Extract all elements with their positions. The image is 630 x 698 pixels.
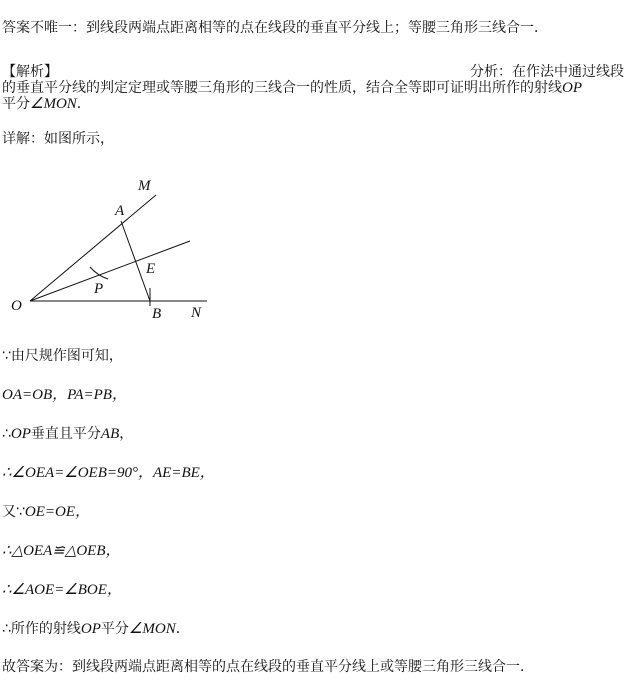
proof-line-8-end: ． <box>175 621 190 637</box>
analysis-text-start: 分析：在作法中通过线段 <box>470 64 624 80</box>
proof-line-3-mid: 垂直且平分 <box>30 426 101 442</box>
analysis-line3-end: ． <box>76 96 91 112</box>
proof-line-8-mid: 平分 <box>100 621 129 637</box>
proof-line-3 <box>2 425 133 443</box>
ray-op <box>30 241 190 301</box>
proof-line-5-math: OE=OE， <box>24 504 91 520</box>
proof-line-8-angle: ∠MON <box>128 621 176 637</box>
proof-line-4: ∴∠OEA=∠OEB=90°，AE=BE， <box>2 465 215 481</box>
proof-line-3-prefix: ∴ <box>2 426 11 442</box>
label-o: O <box>11 298 22 314</box>
label-b: B <box>152 306 162 322</box>
proof-line-3-ab: AB <box>100 426 120 442</box>
proof-line-3-end: ， <box>119 426 134 442</box>
proof-line-6: ∴△OEA≌△OEB， <box>2 543 121 559</box>
proof-line-5 <box>2 503 90 521</box>
analysis-angle-mon: ∠MON <box>30 96 77 112</box>
proof-line-2: OA=OB，PA=PB， <box>2 387 127 403</box>
label-n: N <box>191 305 202 321</box>
label-e: E <box>146 261 156 277</box>
proof-line-5-prefix: 又∵ <box>2 504 25 520</box>
label-p: P <box>94 281 104 297</box>
analysis-tag: 【解析】 <box>2 64 58 80</box>
label-a: A <box>115 203 125 219</box>
proof-line-7: ∴∠AOE=∠BOE， <box>2 582 122 598</box>
analysis-line3-text: 平分 <box>2 96 30 112</box>
analysis-ray-op: OP <box>562 80 582 96</box>
ray-om <box>30 195 156 301</box>
detail-intro: 详解：如图所示， <box>2 131 114 147</box>
label-m: M <box>138 178 151 194</box>
proof-line-1: ∵由尺规作图可知， <box>2 348 123 364</box>
proof-line-8 <box>2 620 190 638</box>
proof-line-3-op: OP <box>10 426 31 442</box>
analysis-line2-text: 的垂直平分线的判定定理或等腰三角形的三线合一的性质，结合全等即可证明出所作的射线 <box>2 80 562 96</box>
conclusion: 故答案为：到线段两端点距离相等的点在线段的垂直平分线上或等腰三角形三线合一． <box>2 659 534 675</box>
proof-line-8-op: OP <box>80 621 101 637</box>
proof-line-8-prefix: ∴所作的射线 <box>2 621 81 637</box>
answer-note: 答案不唯一：到线段两端点距离相等的点在线段的垂直平分线上；等腰三角形三线合一． <box>2 20 548 36</box>
